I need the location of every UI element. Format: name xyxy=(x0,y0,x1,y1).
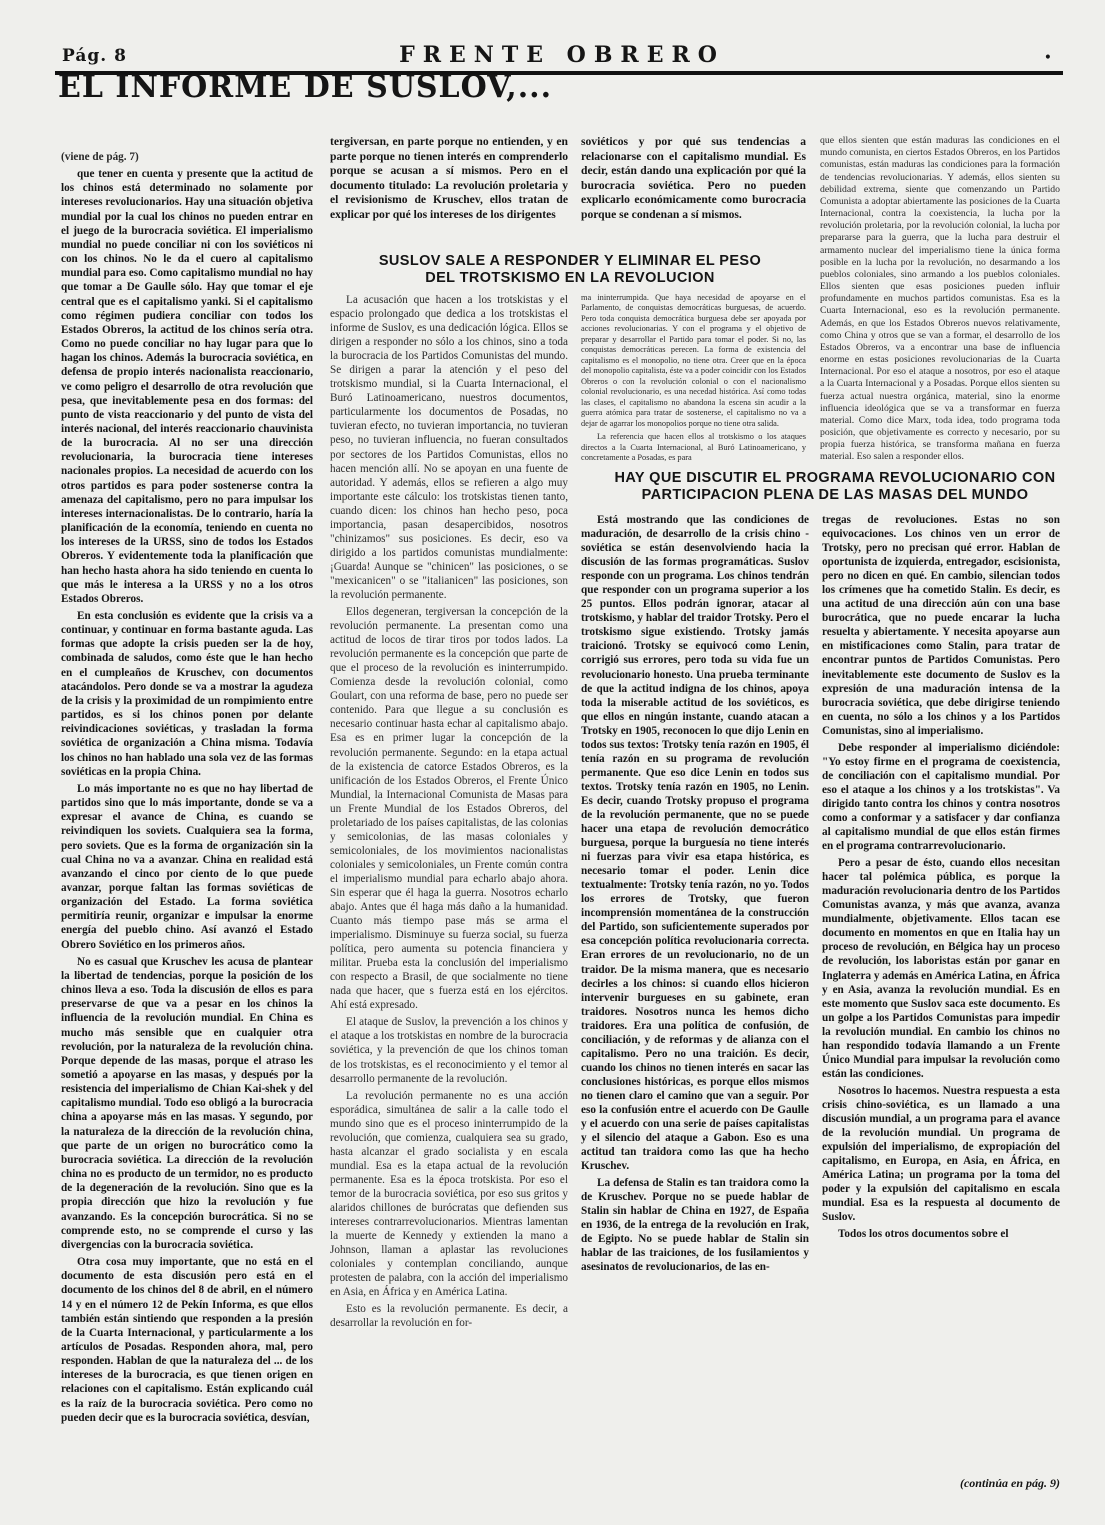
headline: EL INFORME DE SUSLOV,... xyxy=(58,69,553,106)
paragraph: Ellos degeneran, tergiversan la concepción de la revolución permanente. La presentan como una actitud de locos de tirar tiros por todos lados. La revolución permanente es la concepción que parte de que el proceso de la revolución es ininterrumpido. Comienza desde la revolución colonial, como Goulart, con una reforma de base, pero no puede ser contenido. Para que llegue a su conclusión es necesario continuar hasta echar al capitalismo abajo. Esa es en primer lugar la concepción de la revolución permanente. Segundo: en la etapa actual de la existencia de catorce Estados Obreros, es la unificación de los Estados Obreros, el Frente Único Mundial, la Internacional Comunista de Masas para un Frente Mundial de los Estados Obreros, del proletariado de los países capitalistas, de las colonias y semicolonias, de las masas coloniales y semicoloniales, de los movimientos nacionalistas coloniales y semicoloniales, un Frente común contra el imperialismo mundial para echarlo abajo ahora. Sin esperar que él haga la guerra. Nosotros echarlo abajo. Antes que él haga más daño a la humanidad. Cuanto más tiempo pase más se arma el imperialismo. Disminuye su fuerza social, su fuerza política, pero aumenta su potencia financiera y militar. Prueba esta la conclusión del imperialismo con respecto a Brasil, de que socialmente no tiene nada que hacer, que s fuerza está en los ejércitos. Ahí está expresado. xyxy=(330,606,568,1012)
paragraph: soviéticos y por qué sus tendencias a relacionarse con el capitalismo mundial. Es decir, están dando una explicación por qué la burocracia soviética. Pero no pueden explicarlo económicamente como burocracia porque se condenan a sí mismos. xyxy=(581,135,806,221)
subheading-programa: HAY QUE DISCUTIR EL PROGRAMA REVOLUCIONARIO CON PARTICIPACION PLENA DE LAS MASAS DEL MUNDO xyxy=(614,470,1056,503)
paragraph: Todos los otros documentos sobre el xyxy=(838,1228,1009,1241)
paragraph: Está mostrando que las condiciones de maduración, de desarrollo de la crisis chino - soviética se están desenvolviendo hacia la discusión de las formas programáticas. Suslov responde con un programa. Los chinos tendrán que responder con un programa superior a los 25 puntos. Ellos podrán ignorar, atacar al trotskismo, y hablar del traidor Trotsky. Pero el trotskismo sigue existiendo. Trotsky jamás traicionó. Trotsky se equivocó como Lenin, corrigió sus errores, pero toda su vida fue un revolucionario honesto. Una prueba terminante de que la actitud indigna de los chinos, apoya toda la miserable actitud de los soviéticos, es que ellos en ningún instante, cuando atacan a Trotsky en 1905, reconocen lo que dijo Lenin en todos sus textos: Trotsky tenía razón en 1905, él tenía razón en su programa de revolución permanente. Que eso dice Lenin en todos sus textos. Trotsky tenía razón en 1905, no Lenin. Es decir, cuando Trotsky propuso el programa de la revolución permanente, que no se puede hacer una etapa de revolución democrático burguesa, porque la burguesía no tiene interés ni fuerzas para vivir esa etapa histórica, es necesario tomar el poder. Lenin dice textualmente: Trotsky tenía razón, no yo. Todos los errores de Trotsky, que fueron incomprensión momentánea de la construcción del Partido, son suficientemente superados por esa concepción política revolucionaria correcta. Eran errores de un revolucionario, no de un traidor. De la misma manera, que es necesario decirles a los chinos: si cuando ellos hicieron intervenir burgueses en su gabinete, eran traidores. Nosotros nunca les hemos dicho traidores. Era una política de confusión, de conciliación, y de reformas y de alianza con el capitalismo. Pero no una traición. Es decir, cuando los chinos no tienen interés en sacar las conclusiones históricas, es porque ellos mismos no tienen claro el camino que van a seguir. Por eso la confusión entre el acuerdo con De Gaulle y el acuerdo con una serie de países capitalistas y el silencio del ataque a Gabon. Eso es una actitud tan traidora como las que ha hecho Kruschev. xyxy=(581,514,809,1173)
subheading-trotskismo: SUSLOV SALE A RESPONDER Y ELIMINAR EL PESO DEL TROTSKISMO EN LA REVOLUCION xyxy=(378,253,762,286)
paragraph: que ellos sienten que están maduras las condiciones en el mundo comunista, en ciertos Estados Obreros, en los Partidos comunistas, están maduras las condiciones para la formación de tendencias revolucionarias. Y además, ellos sienten su debilidad extrema, siente que comenzando un Partido Comunista a adoptar abiertamente las posiciones de la Cuarta Internacional, contra la coexistencia, la lucha por la revolución proletaria, por la revolución colonial, la lucha por prepararse para la guerra, que la lucha para destruir el armamento nuclear del imperialismo tiene la única forma posible en la lucha por la revolución, no desarmando a los pueblos coloniales, sino armando a los pueblos coloniales. Ellos sienten que esas posiciones pueden influir profundamente en muchos partidos comunistas. Esa es la Cuarta Internacional, eso es la revolución permanente. Además, en que los Estados Obreros nuevos relativamente, como China y otros que se van a formar, el desarrollo de los Estados Obreros, va a encontrar una base de influencia enorme en estas posiciones revolucionarias de la Cuarta Internacional. Por eso el ataque a nosotros, por eso el ataque a la Cuarta Internacional y a Posadas. Porque ellos sienten su fuerza actual nuestra orgánica, material, sino la enorme influencia ideológica que se va a transformar en fuerza material. Como dice Marx, toda idea, todo programa toda posición, que objetivamente es correcto y necesario, por su propia fuerza histórica, se transforma mañana en fuerza material. Eso salen a responder ellos. xyxy=(820,135,1060,463)
column-3-top xyxy=(581,135,806,235)
paragraph: La referencia que hacen ellos al trotskismo o los ataques directos a la Cuarta Internacional, al Buró Latinoamericano, y concretamente a Posadas, es para xyxy=(581,432,806,463)
paragraph: tregas de revoluciones. Estas no son equivocaciones. Los chinos ven un error de Trotsky, pero no precisan qué error. Hablan de oportunista de izquierda, entregador, escisionista, pero no dicen en qué. En cambio, silencian todos los crímenes que ha cometido Stalin. Es decir, es una actitud de una dirección aún con una base burocrática, que no puede encarar la lucha resuelta y abiertamente. Y necesita apoyarse aun en mistificaciones como Stalin, para tratar de encontrar puntos de Partidos Comunistas. Pero inevitablemente este documento de Suslov es la expresión de una maduración intensa de la burocracia soviética, que debe dirigirse teniendo en cuenta, no sólo a los chinos y a los Partidos Comunistas, sino al imperialismo. xyxy=(822,514,1060,737)
masthead-dot: • xyxy=(1043,50,1052,66)
paragraph: tergiversan, en parte porque no entienden, y en parte porque no tienen interés en comprenderlo porque se acusan a sí mismos. Pero en el documento titulado: La revolución proletaria y el revisionismo de Kruschev, ellos tratan de explicar por qué los intereses de los dirigentes xyxy=(330,135,568,221)
paragraph: La defensa de Stalin es tan traidora como la de Kruschev. Porque no se puede hablar de Stalin sin hablar de China en 1927, de España en 1936, de la entrega de la revolución en Irak, de Egipto. No se puede hablar de Stalin sin hablar de las traiciones, de los fusilamientos y asesinatos de revolucionarios, de las en- xyxy=(581,1177,809,1274)
paragraph: ma ininterrumpida. Que haya necesidad de apoyarse en el Parlamento, de conquistas democráticas burguesas, de acuerdo. Pero toda conquista democrática burguesa debe ser apoyada por acciones revolucionarias. Y con el programa y el objetivo de preparar y desarrollar el Partido para tomar el poder. Si no, las conquistas democráticas perecen. La forma de existencia del capitalismo es el monopolio, no tiene otra. Creer que en la época del monopolio capitalista, éste va a poder coincidir con los Estados Obreros o con la revolución colonial o con el nacionalismo colonial revolucionario, es una necedad histórica. Así como todas las clases, el capitalismo no abandona la escena sin acudir a la guerra atómica para tratar de sostenerse, el capitalismo no va a dejar de agarrar los monopolios porque no tiene otra salida. xyxy=(581,293,806,428)
continua-label: (continúa en pág. 9) xyxy=(959,1476,1060,1490)
paragraph: El ataque de Suslov, la prevención a los chinos y el ataque a los trotskistas en nombre de la burocracia soviética, y la prevención de que los chinos toman de los trotskistas, es el reconocimiento y el temor al desarrollo permanente de la revolución. xyxy=(330,1016,568,1085)
viene-de-label: (viene de pág. 7) xyxy=(61,151,139,163)
paragraph: que tener en cuenta y presente que la actitud de los chinos está determinado no solamente por intereses revolucionarios. Hay una situación objetiva mundial por la cual los chinos no pueden entrar en el juego de la burocracia soviética. El imperialismo mundial no puede conciliar ni con los soviéticos ni con los chinos. No le da el cuero al capitalismo mundial para eso. Como capitalismo mundial no hay que tomar a De Gaulle sólo. Hay que tomar el eje central que es el capitalismo yanki. Si el capitalismo como régimen pudiera conciliar con todos los Estados Obreros, la actitud de los chinos sería otra. Como no puede conciliar no hay lugar para que lo hagan los chinos. Además la burocracia soviética, en defensa de propio interés nacionalista reaccionario, ve como peligro el desarrollo de otra revolución que pesa, que inevitablemente pesa en dos formas: del punto de vista reaccionario y del punto de vista del interés nacional, del interés reaccionario chauvinista de la burocracia. Al no ser una dirección revolucionaria, la burocracia tiene intereses nacionales propios. La necesidad de acuerdo con los otros partidos es para poder sostenerse contra la amenaza del capitalismo, pero no para impulsar los intereses internacionalistas. De lo contrario, haría la planificación de la economía, teniendo en cuenta no los intereses de la URSS, sino de todos los Estados Obreros. Y evidentemente toda la planificación que han hecho hasta ahora ha sido teniendo en cuenta lo que más le interesa a la URSS y no a los otros Estados Obreros. xyxy=(61,168,313,605)
newspaper-name: FRENTE OBRERO xyxy=(399,42,725,68)
paragraph: Pero a pesar de ésto, cuando ellos necesitan hacer tal polémica pública, es porque la maduración revolucionaria dentro de los Partidos Comunistas avanza, y más que avanza, avanza mundialmente, objetivamente. Ellos tacan ese documento en momentos en que en Italia hay un proceso de revolución, en Bélgica hay un proceso de revolución, los laboristas están por ganar en Inglaterra y además en América Latina, en África y en Asia, avanza la revolución mundial. Es en este momento que Suslov saca este documento. Es un golpe a los Partidos Comunistas para impedir la revolución mundial. En cambio los chinos no han respondido todavía llamando a un Frente Único Mundial para impulsar la revolución como están las condiciones. xyxy=(822,857,1061,1080)
masthead xyxy=(62,42,1062,72)
paragraph: En esta conclusión es evidente que la crisis va a continuar, y continuar en forma bastante aguda. Las formas que adopte la crisis pueden ser la de hoy, combinada de saludos, como éste que le han hecho en el cumpleaños de Kruschev, con documentos atacándolos. Pero donde se va a mostrar la agudeza de la crisis y la proximidad de un rompimiento entre partidos, es si los chinos ponen por delante reivindicaciones soviéticas, y trasladan la forma soviética de organización a China misma. Todavía los chinos no han hablado una sola vez de las formas soviéticas en la propia China. xyxy=(61,610,313,778)
column-4-bottom xyxy=(822,513,1060,1468)
paragraph: Debe responder al imperialismo diciéndole: "Yo estoy firme en el programa de coexistencia, de conciliación con el capitalismo mundial. Por eso el ataque a los chinos y a los trotskistas". Va dirigido tanto contra los chinos y contra nosotros como a conformar y a satisfacer y dar confianza al capitalismo mundial de que ellos están firmes en el programa contrarrevolucionario. xyxy=(822,741,1060,853)
paragraph: La acusación que hacen a los trotskistas y el espacio prolongado que dedica a los trotskistas el informe de Suslov, es una dedicación lógica. Ellos se dirigen a responder no sólo a los chinos, sino a toda la burocracia de los Partidos Comunistas del mundo. Se dirigen a parar la atención y el peso del trotskismo mundial, si la Cuarta Internacional, el Buró Latinoamericano, nuestros documentos, particularmente los documentos de Posadas, no tuvieran efecto, no tuvieran importancia, no tuvieran peso, no tuvieran influencia, no fueran consultados por sectores de los Partidos Comunistas, ellos no hacen mención allí. No se apoyan en una fuente de autoridad. Y además, ellos se refieren a algo muy importante este cálculo: los trotskistas tienen tanto, cuando dicen: los chinos han hecho peso, poca importancia, pasan desapercibidos, nosotros "chinizamos" sus posiciones. Es decir, eso va dirigido a los partidos comunistas mundialmente: ¡Guarda! Aunque se "chinicen" las posiciones, o se "mexicanicen" o se "italianicen" las posiciones, son la revolución permanente. xyxy=(330,294,568,601)
column-1 xyxy=(61,150,313,1470)
paragraph: Esto es la revolución permanente. Es decir, a desarrollar la revolución en for- xyxy=(330,1303,568,1330)
paragraph: Nosotros lo hacemos. Nuestra respuesta a esta crisis chino-soviética, es un llamado a una discusión mundial, a un programa para el avance de la revolución mundial. Un programa de expulsión del imperialismo, de expropiación del capitalismo, en Europa, en Asia, en África, en América Latina; un programa por la toma del poder y la expulsión del capitalismo en escala mundial. Esa es la respuesta al documento de Suslov. xyxy=(822,1084,1060,1224)
column-2 xyxy=(330,293,568,1473)
column-3-bottom xyxy=(581,513,809,1473)
paragraph: Lo más importante no es que no hay libertad de partidos sino que lo más importante, donde se va a expresar el avance de China, es cuando se reivindiquen los soviets. Cualquiera sea la forma, pero soviets. Que es la forma de organización sin la cual China no va a avanzar. China en realidad está avanzando el cinco por ciento de lo que puede avanzar, porque faltan las formas soviéticas de organización del Estado. La forma soviética permitiría reunir, organizar e impulsar la enorme energía del pueblo chino. Así avanzó el Estado Obrero Soviético en los primeros años. xyxy=(61,782,313,951)
paragraph: La revolución permanente no es una acción esporádica, simultánea de salir a la calle todo el mundo sino que es el proceso ininterrumpido de la revolución, que comienza, cualquiera sea su grado, hasta alcanzar el grado socialista y en escala mundial. Esa es la etapa actual de la revolución permanente. Esa es la época trotskista. Por eso el temor de la burocracia soviética, por eso sus gritos y alaridos chillones de burócratas que defienden sus intereses contrarrevolucionarios. Mientras lamentan la muerte de Kennedy y extienden la mano a Johnson, llaman a aplastar las revoluciones coloniales y contemplan conciliando, aunque protesten de palabra, con la acción del imperialismo en Asia, en África y en América Latina. xyxy=(330,1089,568,1299)
column-2-top xyxy=(330,135,568,235)
page-number: Pág. 8 xyxy=(62,46,127,66)
paragraph: No es casual que Kruschev les acusa de plantear la libertad de tendencias, porque la posición de los chinos lleva a eso. Toda la discusión de ellos es para preservarse de que va a pesar en los chinos la influencia de la revolución mundial. En China es mucho más sensible que en cualquier otra revolución, por la naturaleza de la revolución china. Porque depende de las masas, porque el atraso les sometió a apoyarse en las masas, y después por la resistencia del imperialismo de Chian Kai-shek y del capitalismo mundial. Todo eso obligó a la burocracia china a apoyarse más en las masas. Y segundo, por la naturaleza de la dirección de la revolución china, que parte de un origen no burocrático como la burocracia soviética. La dirección de la revolución china no es producto de un termidor, no es producto de la degeneración de la revolución. Sino que es la propia dirección que hizo la revolución y fue avanzando. Es la concepción burocrática. Si no se comprende esto, no se comprende el curso y las divergencias con la burocracia soviética. xyxy=(61,955,313,1251)
column-4 xyxy=(820,135,1060,465)
column-3 xyxy=(581,293,806,463)
paragraph: Otra cosa muy importante, que no está en el documento de esta discusión pero está en el documento de los chinos del 8 de abril, en el número 14 y en el número 12 de Pekín Informa, es que ellos también están sintiendo que responden a la presión de la Cuarta Internacional, y particularmente a los artículos de Posadas. Responden ahora, mal, pero responden. Hablan de que la naturaleza del ... de los intereses de la burocracia, es que tienen origen en relaciones con el capitalismo. Están explicando cuál es la raíz de la burocracia soviética. Pero como no pueden decir que es la burocracia soviética, desvían, xyxy=(61,1256,313,1424)
